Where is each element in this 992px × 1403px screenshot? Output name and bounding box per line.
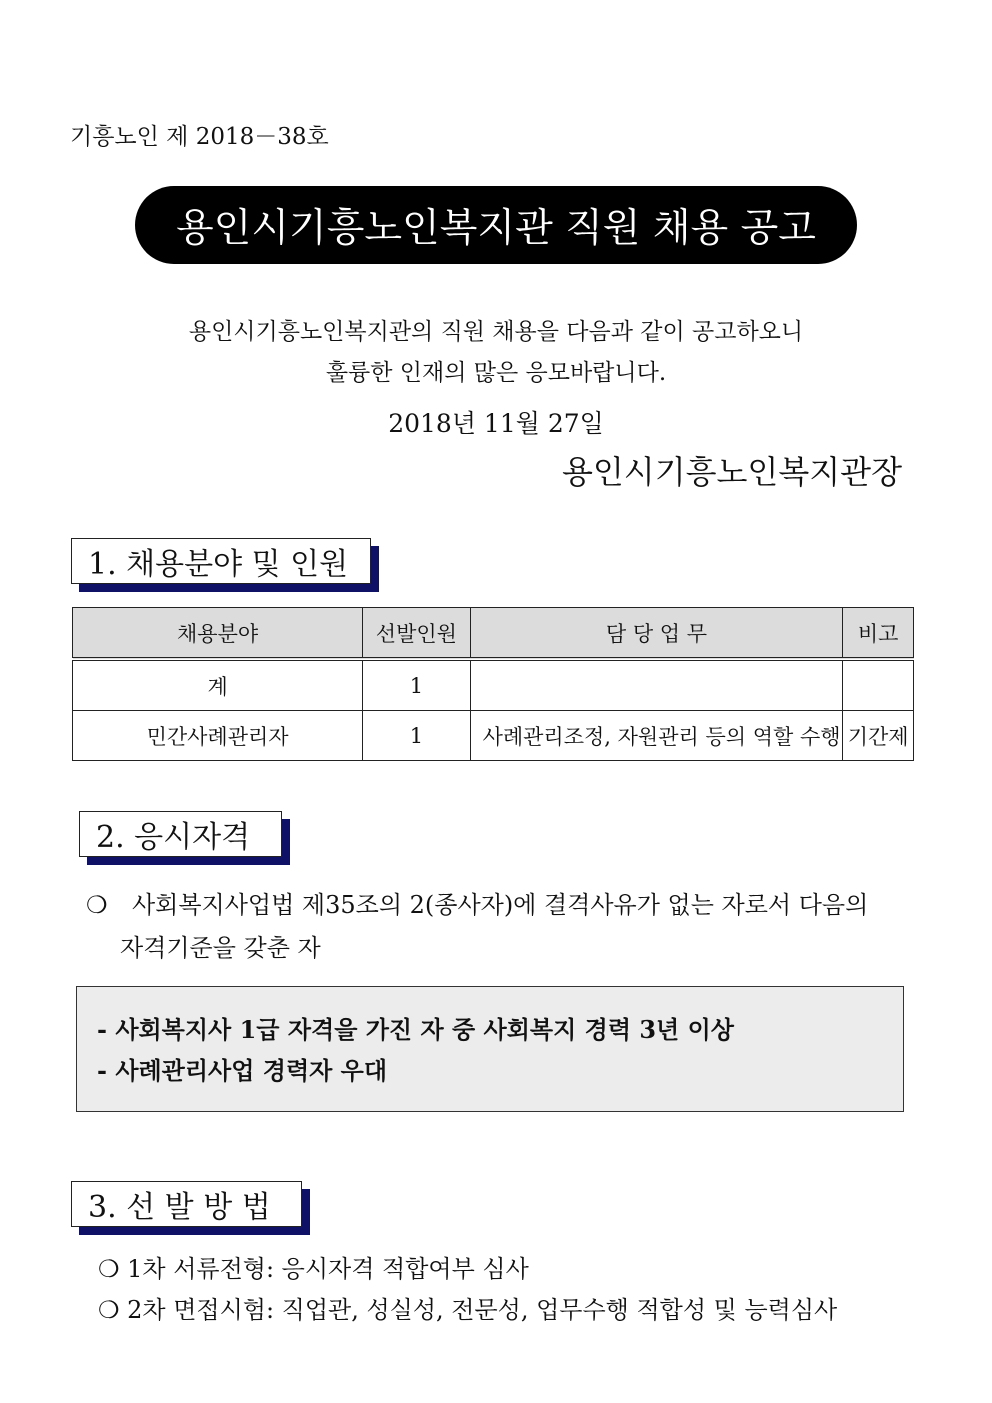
recruitment-table — [72, 607, 914, 761]
signer: 용인시기흥노인복지관장 — [561, 453, 902, 491]
circle-bullet-icon: ❍ — [86, 891, 108, 919]
title-banner — [135, 186, 857, 264]
selection-step-1: ❍ 1차 서류전형: 응시자격 적합여부 심사 — [98, 1255, 529, 1283]
header-note: 비고 — [843, 608, 914, 660]
section-3-heading — [71, 1181, 302, 1227]
section-2-heading-text: 2. 응시자격 — [79, 811, 282, 857]
table-row — [73, 711, 914, 761]
header-count: 선발인원 — [363, 608, 470, 660]
cell-note — [843, 659, 914, 711]
header-field: 채용분야 — [73, 608, 363, 660]
cell-duty: 사례관리조정, 자원관리 등의 역할 수행 — [470, 711, 843, 761]
announcement-date: 2018년 11월 27일 — [388, 409, 604, 438]
cell-count: 1 — [363, 659, 470, 711]
qualification-item: - 사회복지사 1급 자격을 가진 자 중 사회복지 경력 3년 이상 — [97, 1015, 734, 1044]
cell-field: 계 — [73, 659, 363, 711]
qualification-line-1 — [86, 884, 916, 927]
qualification-text — [86, 884, 916, 970]
header-duty: 담 당 업 무 — [470, 608, 843, 660]
table-row — [73, 659, 914, 711]
intro-line-2: 훌륭한 인재의 많은 응모바랍니다. — [325, 360, 667, 386]
table-header-row — [73, 608, 914, 660]
document-number: 기흥노인 제 2018－38호 — [70, 124, 329, 150]
cell-duty — [470, 659, 843, 711]
qualification-text-1: 사회복지사업법 제35조의 2(종사자)에 결격사유가 없는 자로서 다음의 — [132, 891, 869, 919]
selection-step-2: ❍ 2차 면접시험: 직업관, 성실성, 전문성, 업무수행 적합성 및 능력심사 — [98, 1296, 838, 1324]
section-1-heading-text: 1. 채용분야 및 인원 — [71, 538, 371, 584]
qualification-item: - 사례관리사업 경력자 우대 — [97, 1056, 388, 1085]
section-3-heading-text: 3. 선 발 방 법 — [71, 1181, 302, 1227]
cell-count: 1 — [363, 711, 470, 761]
qualification-box — [76, 986, 904, 1112]
qualification-line-2: 자격기준을 갖춘 자 — [120, 934, 321, 962]
section-1-heading — [71, 538, 371, 584]
section-2-heading — [79, 811, 282, 857]
cell-note: 기간제 — [843, 711, 914, 761]
intro-line-1: 용인시기흥노인복지관의 직원 채용을 다음과 같이 공고하오니 — [188, 319, 804, 345]
page-title: 용인시기흥노인복지관 직원 채용 공고 — [176, 206, 816, 251]
cell-field: 민간사례관리자 — [73, 711, 363, 761]
